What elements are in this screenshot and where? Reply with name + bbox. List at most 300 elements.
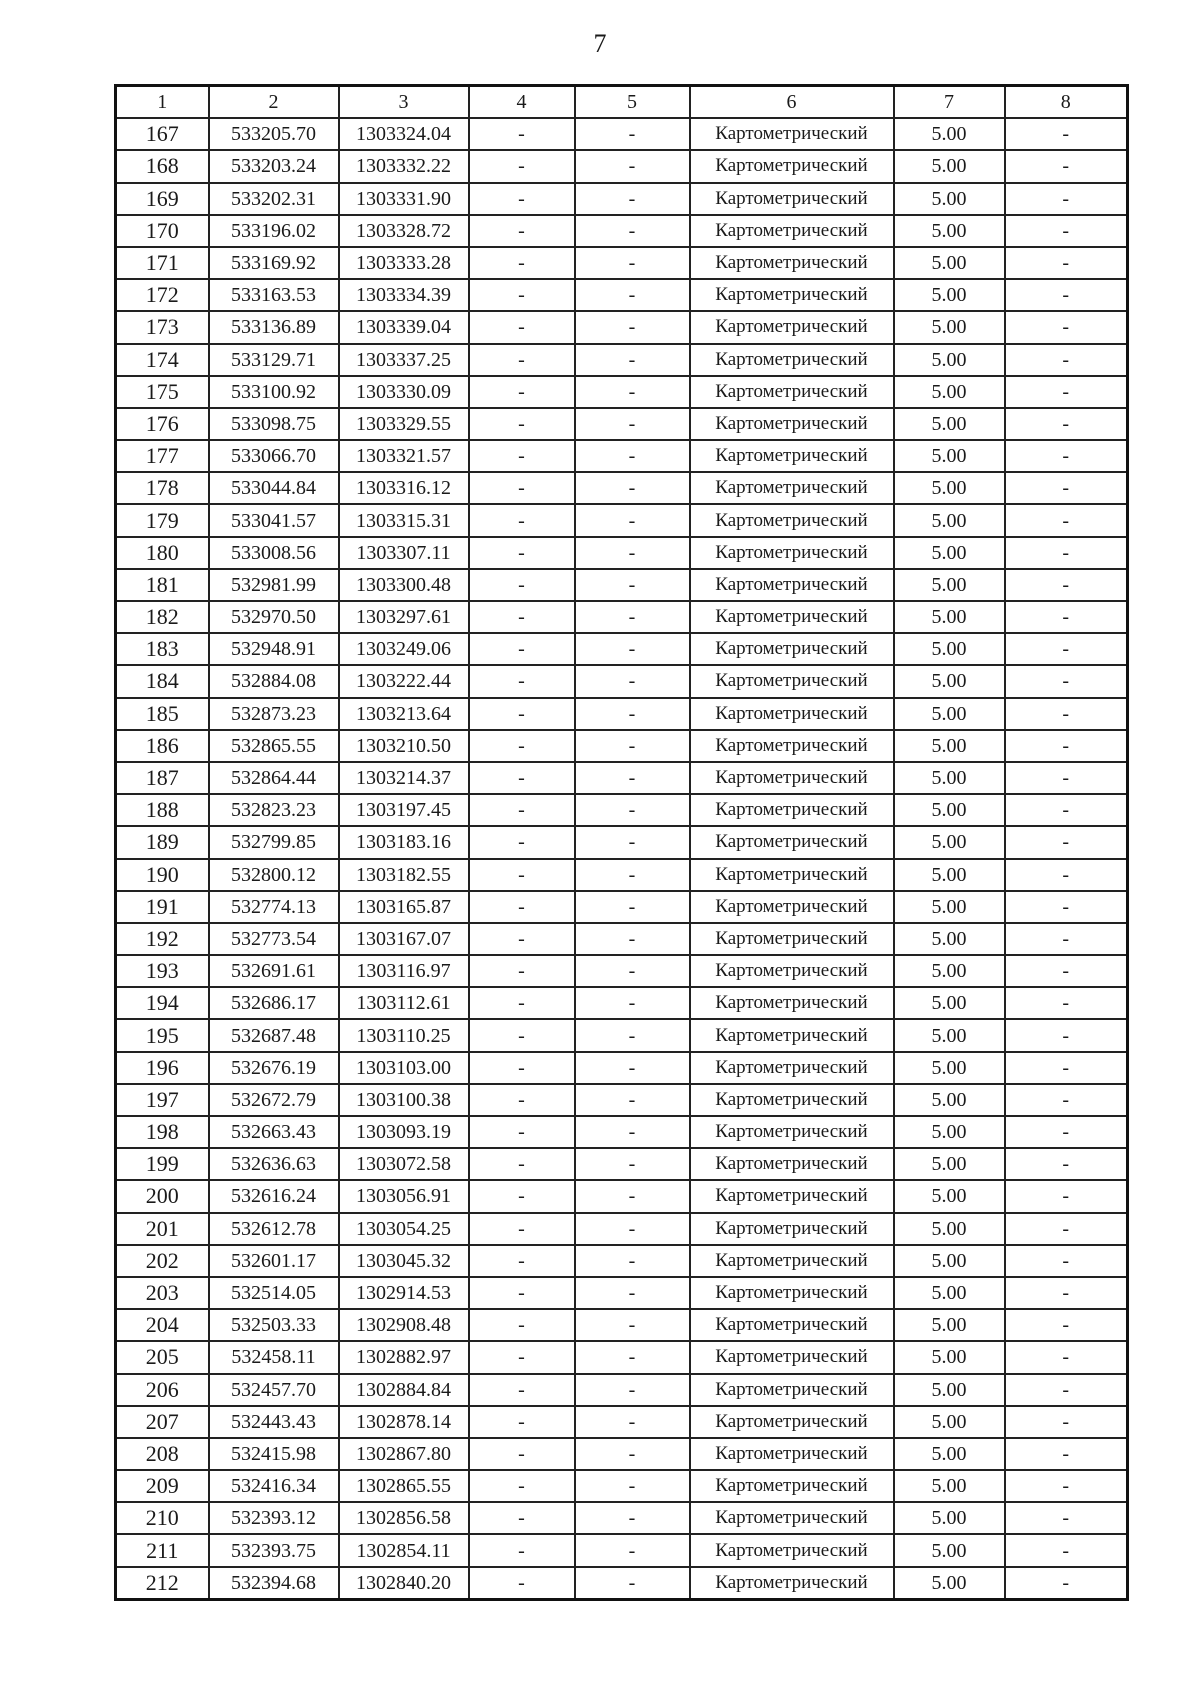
col4-cell: -: [469, 1470, 575, 1502]
y-coordinate-cell: 1303324.04: [339, 118, 469, 150]
col4-cell: -: [469, 1567, 575, 1600]
col5-cell: -: [575, 665, 690, 697]
accuracy-cell: 5.00: [894, 698, 1005, 730]
x-coordinate-cell: 532948.91: [209, 633, 339, 665]
col8-cell: -: [1005, 891, 1128, 923]
col8-cell: -: [1005, 440, 1128, 472]
y-coordinate-cell: 1303337.25: [339, 344, 469, 376]
table-row: [116, 215, 1128, 247]
col4-cell: -: [469, 891, 575, 923]
table-row: [116, 1180, 1128, 1212]
y-coordinate-cell: 1303297.61: [339, 601, 469, 633]
col5-cell: -: [575, 1502, 690, 1534]
col5-cell: -: [575, 794, 690, 826]
method-cell: Картометрический: [690, 1406, 894, 1438]
point-number-cell: 172: [116, 279, 209, 311]
table-row: [116, 408, 1128, 440]
accuracy-cell: 5.00: [894, 665, 1005, 697]
accuracy-cell: 5.00: [894, 762, 1005, 794]
table-row: [116, 1502, 1128, 1534]
method-cell: Картометрический: [690, 247, 894, 279]
col8-cell: -: [1005, 1213, 1128, 1245]
y-coordinate-cell: 1303103.00: [339, 1052, 469, 1084]
method-cell: Картометрический: [690, 1019, 894, 1051]
table-row: [116, 1470, 1128, 1502]
x-coordinate-cell: 532799.85: [209, 826, 339, 858]
y-coordinate-cell: 1302908.48: [339, 1309, 469, 1341]
table-row: [116, 665, 1128, 697]
accuracy-cell: 5.00: [894, 1019, 1005, 1051]
method-cell: Картометрический: [690, 762, 894, 794]
x-coordinate-cell: 532823.23: [209, 794, 339, 826]
table-row: [116, 923, 1128, 955]
accuracy-cell: 5.00: [894, 601, 1005, 633]
point-number-cell: 211: [116, 1534, 209, 1566]
point-number-cell: 192: [116, 923, 209, 955]
table-row: [116, 601, 1128, 633]
page-number: 7: [593, 29, 607, 58]
point-number-cell: 183: [116, 633, 209, 665]
x-coordinate-cell: 532970.50: [209, 601, 339, 633]
accuracy-cell: 5.00: [894, 504, 1005, 536]
col5-cell: -: [575, 504, 690, 536]
method-cell: Картометрический: [690, 1116, 894, 1148]
point-number-cell: 167: [116, 118, 209, 150]
method-cell: Картометрический: [690, 183, 894, 215]
col5-cell: -: [575, 1277, 690, 1309]
col5-cell: -: [575, 1052, 690, 1084]
y-coordinate-cell: 1302867.80: [339, 1438, 469, 1470]
col4-cell: -: [469, 665, 575, 697]
y-coordinate-cell: 1302914.53: [339, 1277, 469, 1309]
table-row: [116, 859, 1128, 891]
col4-cell: -: [469, 1052, 575, 1084]
col5-cell: -: [575, 311, 690, 343]
y-coordinate-cell: 1302856.58: [339, 1502, 469, 1534]
point-number-cell: 169: [116, 183, 209, 215]
y-coordinate-cell: 1303333.28: [339, 247, 469, 279]
col5-cell: -: [575, 891, 690, 923]
col8-cell: -: [1005, 859, 1128, 891]
col5-cell: -: [575, 440, 690, 472]
y-coordinate-cell: 1303112.61: [339, 987, 469, 1019]
accuracy-cell: 5.00: [894, 1470, 1005, 1502]
col8-cell: -: [1005, 150, 1128, 182]
method-cell: Картометрический: [690, 1309, 894, 1341]
table-row: [116, 279, 1128, 311]
col4-cell: -: [469, 1245, 575, 1277]
y-coordinate-cell: 1303182.55: [339, 859, 469, 891]
method-cell: Картометрический: [690, 408, 894, 440]
x-coordinate-cell: 532458.11: [209, 1341, 339, 1373]
table-row: [116, 1084, 1128, 1116]
method-cell: Картометрический: [690, 859, 894, 891]
col8-cell: -: [1005, 183, 1128, 215]
col4-cell: -: [469, 1277, 575, 1309]
column-header: 1: [116, 86, 209, 119]
accuracy-cell: 5.00: [894, 1052, 1005, 1084]
method-cell: Картометрический: [690, 279, 894, 311]
accuracy-cell: 5.00: [894, 247, 1005, 279]
x-coordinate-cell: 532873.23: [209, 698, 339, 730]
point-number-cell: 176: [116, 408, 209, 440]
method-cell: Картометрический: [690, 440, 894, 472]
col5-cell: -: [575, 923, 690, 955]
col5-cell: -: [575, 344, 690, 376]
col5-cell: -: [575, 408, 690, 440]
col5-cell: -: [575, 537, 690, 569]
table-row: [116, 1534, 1128, 1566]
x-coordinate-cell: 533205.70: [209, 118, 339, 150]
col8-cell: -: [1005, 569, 1128, 601]
col5-cell: -: [575, 1213, 690, 1245]
col8-cell: -: [1005, 247, 1128, 279]
col4-cell: -: [469, 601, 575, 633]
column-header: 4: [469, 86, 575, 119]
accuracy-cell: 5.00: [894, 1374, 1005, 1406]
y-coordinate-cell: 1303307.11: [339, 537, 469, 569]
x-coordinate-cell: 532800.12: [209, 859, 339, 891]
table-row: [116, 1309, 1128, 1341]
method-cell: Картометрический: [690, 633, 894, 665]
y-coordinate-cell: 1303214.37: [339, 762, 469, 794]
x-coordinate-cell: 532443.43: [209, 1406, 339, 1438]
point-number-cell: 171: [116, 247, 209, 279]
table-row: [116, 118, 1128, 150]
col8-cell: -: [1005, 472, 1128, 504]
point-number-cell: 188: [116, 794, 209, 826]
y-coordinate-cell: 1303213.64: [339, 698, 469, 730]
col8-cell: -: [1005, 311, 1128, 343]
col4-cell: -: [469, 1309, 575, 1341]
accuracy-cell: 5.00: [894, 408, 1005, 440]
method-cell: Картометрический: [690, 1470, 894, 1502]
table-row: [116, 1148, 1128, 1180]
col5-cell: -: [575, 569, 690, 601]
x-coordinate-cell: 533163.53: [209, 279, 339, 311]
col4-cell: -: [469, 987, 575, 1019]
col8-cell: -: [1005, 1502, 1128, 1534]
point-number-cell: 193: [116, 955, 209, 987]
col5-cell: -: [575, 633, 690, 665]
table-row: [116, 569, 1128, 601]
col5-cell: -: [575, 150, 690, 182]
col4-cell: -: [469, 183, 575, 215]
table-row: [116, 794, 1128, 826]
col5-cell: -: [575, 1084, 690, 1116]
col8-cell: -: [1005, 1052, 1128, 1084]
accuracy-cell: 5.00: [894, 633, 1005, 665]
y-coordinate-cell: 1303329.55: [339, 408, 469, 440]
col8-cell: -: [1005, 1534, 1128, 1566]
x-coordinate-cell: 532503.33: [209, 1309, 339, 1341]
table-row: [116, 891, 1128, 923]
y-coordinate-cell: 1303330.09: [339, 376, 469, 408]
y-coordinate-cell: 1303321.57: [339, 440, 469, 472]
y-coordinate-cell: 1303093.19: [339, 1116, 469, 1148]
table-row: [116, 955, 1128, 987]
accuracy-cell: 5.00: [894, 183, 1005, 215]
accuracy-cell: 5.00: [894, 1309, 1005, 1341]
point-number-cell: 190: [116, 859, 209, 891]
col5-cell: -: [575, 987, 690, 1019]
x-coordinate-cell: 532691.61: [209, 955, 339, 987]
column-header: 3: [339, 86, 469, 119]
method-cell: Картометрический: [690, 987, 894, 1019]
col5-cell: -: [575, 601, 690, 633]
col8-cell: -: [1005, 344, 1128, 376]
col4-cell: -: [469, 1180, 575, 1212]
method-cell: Картометрический: [690, 1148, 894, 1180]
x-coordinate-cell: 533169.92: [209, 247, 339, 279]
col5-cell: -: [575, 1245, 690, 1277]
table-row: [116, 1213, 1128, 1245]
x-coordinate-cell: 532416.34: [209, 1470, 339, 1502]
y-coordinate-cell: 1303339.04: [339, 311, 469, 343]
point-number-cell: 182: [116, 601, 209, 633]
point-number-cell: 173: [116, 311, 209, 343]
accuracy-cell: 5.00: [894, 311, 1005, 343]
method-cell: Картометрический: [690, 955, 894, 987]
method-cell: Картометрический: [690, 569, 894, 601]
accuracy-cell: 5.00: [894, 118, 1005, 150]
col5-cell: -: [575, 826, 690, 858]
table-row: [116, 1406, 1128, 1438]
accuracy-cell: 5.00: [894, 987, 1005, 1019]
col4-cell: -: [469, 118, 575, 150]
accuracy-cell: 5.00: [894, 1438, 1005, 1470]
table-row: [116, 1116, 1128, 1148]
y-coordinate-cell: 1302854.11: [339, 1534, 469, 1566]
accuracy-cell: 5.00: [894, 537, 1005, 569]
method-cell: Картометрический: [690, 1277, 894, 1309]
col4-cell: -: [469, 1374, 575, 1406]
table-row: [116, 537, 1128, 569]
accuracy-cell: 5.00: [894, 1534, 1005, 1566]
col5-cell: -: [575, 730, 690, 762]
header-row: [116, 86, 1128, 119]
col4-cell: -: [469, 1406, 575, 1438]
col4-cell: -: [469, 472, 575, 504]
method-cell: Картометрический: [690, 1245, 894, 1277]
accuracy-cell: 5.00: [894, 891, 1005, 923]
method-cell: Картометрический: [690, 1341, 894, 1373]
table-row: [116, 472, 1128, 504]
method-cell: Картометрический: [690, 118, 894, 150]
col5-cell: -: [575, 279, 690, 311]
accuracy-cell: 5.00: [894, 1502, 1005, 1534]
col8-cell: -: [1005, 1406, 1128, 1438]
col8-cell: -: [1005, 279, 1128, 311]
col8-cell: -: [1005, 1019, 1128, 1051]
method-cell: Картометрический: [690, 730, 894, 762]
col8-cell: -: [1005, 698, 1128, 730]
accuracy-cell: 5.00: [894, 1213, 1005, 1245]
col4-cell: -: [469, 698, 575, 730]
col5-cell: -: [575, 1148, 690, 1180]
point-number-cell: 202: [116, 1245, 209, 1277]
col4-cell: -: [469, 1019, 575, 1051]
col4-cell: -: [469, 794, 575, 826]
col8-cell: -: [1005, 826, 1128, 858]
accuracy-cell: 5.00: [894, 923, 1005, 955]
y-coordinate-cell: 1303331.90: [339, 183, 469, 215]
point-number-cell: 196: [116, 1052, 209, 1084]
method-cell: Картометрический: [690, 665, 894, 697]
y-coordinate-cell: 1302878.14: [339, 1406, 469, 1438]
method-cell: Картометрический: [690, 698, 894, 730]
col8-cell: -: [1005, 955, 1128, 987]
accuracy-cell: 5.00: [894, 794, 1005, 826]
col8-cell: -: [1005, 1341, 1128, 1373]
col5-cell: -: [575, 955, 690, 987]
point-number-cell: 175: [116, 376, 209, 408]
x-coordinate-cell: 532676.19: [209, 1052, 339, 1084]
col8-cell: -: [1005, 1148, 1128, 1180]
col4-cell: -: [469, 1341, 575, 1373]
accuracy-cell: 5.00: [894, 1245, 1005, 1277]
col8-cell: -: [1005, 376, 1128, 408]
accuracy-cell: 5.00: [894, 730, 1005, 762]
table-row: [116, 1341, 1128, 1373]
col4-cell: -: [469, 633, 575, 665]
x-coordinate-cell: 533100.92: [209, 376, 339, 408]
accuracy-cell: 5.00: [894, 955, 1005, 987]
point-number-cell: 186: [116, 730, 209, 762]
point-number-cell: 205: [116, 1341, 209, 1373]
method-cell: Картометрический: [690, 537, 894, 569]
point-number-cell: 208: [116, 1438, 209, 1470]
point-number-cell: 203: [116, 1277, 209, 1309]
col8-cell: -: [1005, 762, 1128, 794]
method-cell: Картометрический: [690, 1502, 894, 1534]
col5-cell: -: [575, 1534, 690, 1566]
x-coordinate-cell: 533129.71: [209, 344, 339, 376]
col8-cell: -: [1005, 1180, 1128, 1212]
col5-cell: -: [575, 118, 690, 150]
x-coordinate-cell: 533196.02: [209, 215, 339, 247]
accuracy-cell: 5.00: [894, 376, 1005, 408]
point-number-cell: 178: [116, 472, 209, 504]
x-coordinate-cell: 532601.17: [209, 1245, 339, 1277]
table-row: [116, 504, 1128, 536]
col4-cell: -: [469, 1213, 575, 1245]
col5-cell: -: [575, 1438, 690, 1470]
x-coordinate-cell: 532686.17: [209, 987, 339, 1019]
method-cell: Картометрический: [690, 794, 894, 826]
col4-cell: -: [469, 376, 575, 408]
col4-cell: -: [469, 440, 575, 472]
method-cell: Картометрический: [690, 504, 894, 536]
x-coordinate-cell: 532774.13: [209, 891, 339, 923]
x-coordinate-cell: 532865.55: [209, 730, 339, 762]
col8-cell: -: [1005, 1084, 1128, 1116]
col5-cell: -: [575, 1567, 690, 1600]
col4-cell: -: [469, 762, 575, 794]
point-number-cell: 180: [116, 537, 209, 569]
x-coordinate-cell: 532636.63: [209, 1148, 339, 1180]
col8-cell: -: [1005, 1470, 1128, 1502]
col4-cell: -: [469, 859, 575, 891]
col8-cell: -: [1005, 1245, 1128, 1277]
method-cell: Картометрический: [690, 1567, 894, 1600]
col5-cell: -: [575, 698, 690, 730]
x-coordinate-cell: 532514.05: [209, 1277, 339, 1309]
accuracy-cell: 5.00: [894, 344, 1005, 376]
table-row: [116, 1245, 1128, 1277]
accuracy-cell: 5.00: [894, 440, 1005, 472]
x-coordinate-cell: 533203.24: [209, 150, 339, 182]
col8-cell: -: [1005, 987, 1128, 1019]
col8-cell: -: [1005, 1309, 1128, 1341]
y-coordinate-cell: 1302865.55: [339, 1470, 469, 1502]
x-coordinate-cell: 532884.08: [209, 665, 339, 697]
col8-cell: -: [1005, 118, 1128, 150]
point-number-cell: 195: [116, 1019, 209, 1051]
y-coordinate-cell: 1303315.31: [339, 504, 469, 536]
y-coordinate-cell: 1303316.12: [339, 472, 469, 504]
x-coordinate-cell: 532394.68: [209, 1567, 339, 1600]
point-number-cell: 187: [116, 762, 209, 794]
x-coordinate-cell: 532663.43: [209, 1116, 339, 1148]
table-row: [116, 1019, 1128, 1051]
x-coordinate-cell: 532616.24: [209, 1180, 339, 1212]
x-coordinate-cell: 532864.44: [209, 762, 339, 794]
accuracy-cell: 5.00: [894, 472, 1005, 504]
col8-cell: -: [1005, 1438, 1128, 1470]
method-cell: Картометрический: [690, 215, 894, 247]
method-cell: Картометрический: [690, 1180, 894, 1212]
y-coordinate-cell: 1303116.97: [339, 955, 469, 987]
col8-cell: -: [1005, 1567, 1128, 1600]
col4-cell: -: [469, 826, 575, 858]
col8-cell: -: [1005, 923, 1128, 955]
col5-cell: -: [575, 1470, 690, 1502]
point-number-cell: 199: [116, 1148, 209, 1180]
column-header: 7: [894, 86, 1005, 119]
col5-cell: -: [575, 1406, 690, 1438]
col8-cell: -: [1005, 794, 1128, 826]
point-number-cell: 212: [116, 1567, 209, 1600]
col5-cell: -: [575, 183, 690, 215]
point-number-cell: 170: [116, 215, 209, 247]
col5-cell: -: [575, 1309, 690, 1341]
column-header: 6: [690, 86, 894, 119]
col5-cell: -: [575, 1180, 690, 1212]
method-cell: Картометрический: [690, 1213, 894, 1245]
method-cell: Картометрический: [690, 472, 894, 504]
accuracy-cell: 5.00: [894, 1341, 1005, 1373]
col8-cell: -: [1005, 1374, 1128, 1406]
point-number-cell: 209: [116, 1470, 209, 1502]
col8-cell: -: [1005, 537, 1128, 569]
x-coordinate-cell: 532415.98: [209, 1438, 339, 1470]
col5-cell: -: [575, 472, 690, 504]
y-coordinate-cell: 1303072.58: [339, 1148, 469, 1180]
accuracy-cell: 5.00: [894, 859, 1005, 891]
accuracy-cell: 5.00: [894, 826, 1005, 858]
col5-cell: -: [575, 1374, 690, 1406]
point-number-cell: 200: [116, 1180, 209, 1212]
table-row: [116, 247, 1128, 279]
accuracy-cell: 5.00: [894, 215, 1005, 247]
table-row: [116, 183, 1128, 215]
x-coordinate-cell: 532773.54: [209, 923, 339, 955]
y-coordinate-cell: 1303210.50: [339, 730, 469, 762]
col4-cell: -: [469, 504, 575, 536]
table-row: [116, 376, 1128, 408]
table-row: [116, 698, 1128, 730]
